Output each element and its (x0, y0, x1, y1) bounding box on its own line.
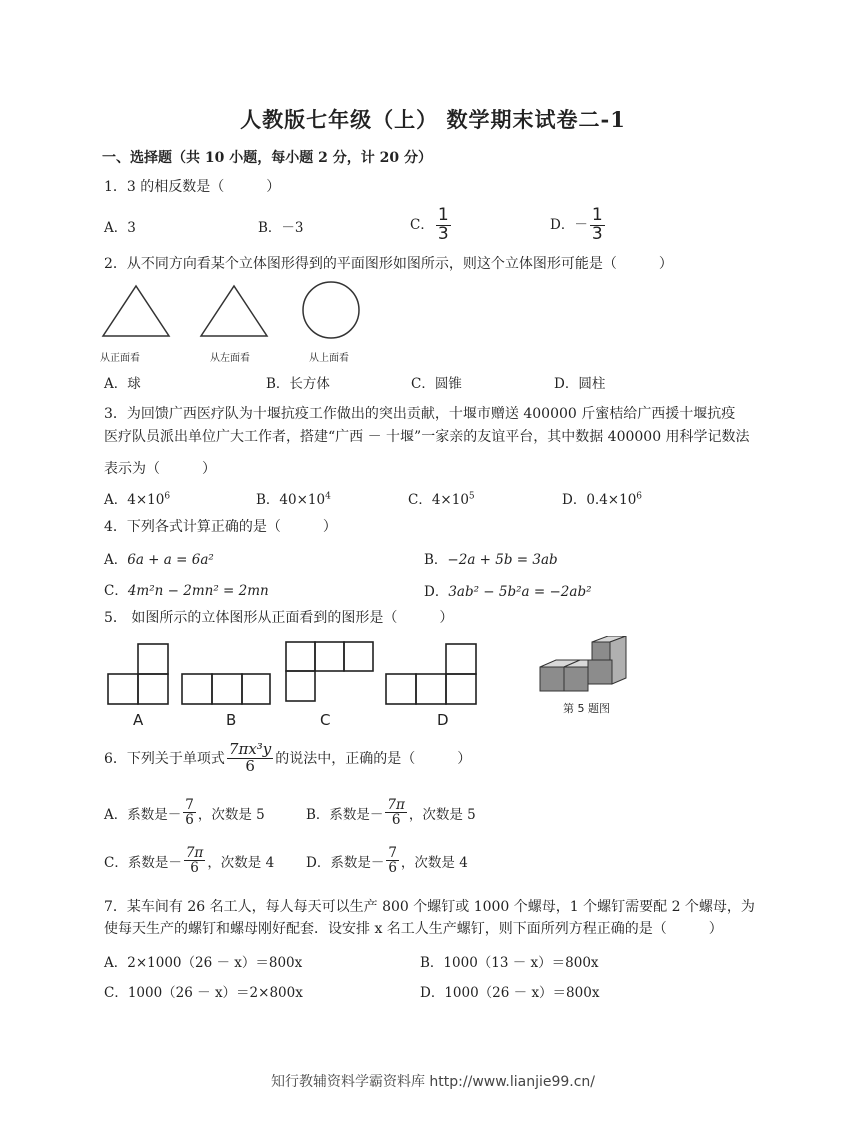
q1-option-a: A．3 (104, 220, 136, 236)
question-6-stem (104, 742, 471, 775)
fraction-numerator: 7 (185, 797, 194, 813)
question-3-line2: 医疗队员派出单位广大工作者，搭建“广西 － 十堰”一家亲的友谊平台，其中数据 400000 用科学记数法 (104, 429, 750, 445)
question-7-line1: 7．某车间有 26 名工人，每人每天可以生产 800 个螺钉或 1000 个螺母，1 个螺钉需要配 2 个螺母，为 (104, 899, 755, 915)
q3-option-b (256, 488, 331, 508)
q7-option-b: B．1000（13 － x）＝800x (420, 955, 599, 971)
front-view-label: 从正面看 (100, 353, 140, 364)
q6-c-post: ，次数是 4 (207, 854, 275, 871)
q7-option-d: D．1000（26 － x）＝800x (420, 985, 600, 1001)
question-1-stem: 1．3 的相反数是（ ） (104, 179, 281, 195)
fraction (183, 798, 196, 827)
monomial-fraction (227, 742, 273, 775)
q4-b-expr: −2a + 5b = 3ab (447, 552, 558, 568)
fraction-denominator: 6 (245, 756, 255, 775)
q2-option-b: B．长方体 (266, 376, 330, 392)
question-4-stem: 4．下列各式计算正确的是（ ） (104, 519, 337, 535)
q1-option-c (410, 207, 453, 244)
footer-watermark-link[interactable]: 知行教辅资料学霸资料库 http://www.lianjie99.cn/ (270, 1074, 596, 1090)
fraction-denominator: 6 (190, 860, 199, 877)
q6-b-pre: B．系数是－ (306, 806, 384, 823)
fraction-numerator: 1 (437, 205, 449, 225)
question-5-stem: 5． 如图所示的立体图形从正面看到的图形是（ ） (104, 610, 454, 626)
q1-c-prefix: C． (410, 216, 434, 233)
q6-option-b (306, 798, 476, 827)
fraction-denominator: 3 (437, 223, 449, 244)
fraction-numerator: 7π (185, 845, 204, 861)
q3-b-exp: 4 (325, 491, 331, 502)
q4-option-b (424, 548, 558, 568)
fraction-numerator: 7πx³y (228, 740, 272, 758)
q3-d-base: D．0.4×10 (562, 492, 637, 508)
q5-label-d: D (437, 711, 449, 729)
fraction-numerator: 7π (387, 797, 405, 813)
q6-a-post: ，次数是 5 (197, 806, 265, 823)
opt-d-cell (446, 644, 476, 674)
q6-d-pre: D．系数是－ (306, 854, 385, 871)
q6-option-c (104, 846, 274, 875)
q5-figure-caption: 第 5 题图 (563, 702, 610, 715)
left-view-triangle (201, 286, 267, 336)
q4-option-a (104, 548, 214, 568)
opt-a-cell (138, 674, 168, 704)
q2-option-c: C．圆锥 (411, 376, 462, 392)
q4-d-prefix: D． (424, 584, 449, 600)
q3-a-base: A．4×10 (104, 492, 165, 508)
fraction-numerator: 7 (388, 845, 397, 861)
q1-option-b: B．－3 (258, 220, 304, 236)
q5-label-a: A (133, 711, 144, 729)
q3-a-exp: 6 (164, 491, 171, 502)
question-7-line2: 使每天生产的螺钉和螺母刚好配套．设安排 x 名工人生产螺钉，则下面所列方程正确的是（ ） (104, 921, 723, 937)
top-view-circle (303, 282, 359, 338)
q4-d-expr: 3ab² − 5b²a = −2ab² (448, 584, 592, 600)
q6-b-post: ，次数是 5 (408, 806, 476, 823)
opt-c-cell (286, 671, 315, 701)
q2-option-d: D．圆柱 (554, 376, 606, 392)
q5-options-figure (100, 636, 640, 732)
top-view-label: 从上面看 (309, 353, 349, 364)
fraction-denominator: 6 (185, 812, 194, 829)
q6-stem-post: 的说法中，正确的是（ ） (275, 751, 472, 768)
fraction (386, 846, 399, 875)
opt-c-cell (286, 642, 315, 671)
fraction (590, 207, 605, 244)
q3-c-base: C．4×10 (408, 492, 469, 508)
q7-option-c: C．1000（26 － x）＝2×800x (104, 985, 303, 1001)
q2-views-figure (98, 280, 368, 342)
front-view-triangle (103, 286, 169, 336)
cube-front (564, 667, 588, 691)
q6-d-post: ，次数是 4 (400, 854, 468, 871)
q6-option-d (306, 846, 468, 875)
cube-side (610, 636, 626, 684)
question-2-stem: 2．从不同方向看某个立体图形得到的平面图形如图所示，则这个立体图形可能是（ ） (104, 256, 673, 272)
q6-option-a (104, 798, 265, 827)
opt-a-cell (108, 674, 138, 704)
fraction (436, 207, 451, 244)
section-heading: 一、选择题（共 10 小题，每小题 2 分，计 20 分） (102, 150, 432, 166)
left-view-label: 从左面看 (210, 353, 250, 364)
q6-c-pre: C．系数是－ (104, 854, 182, 871)
q4-a-prefix: A． (104, 552, 128, 568)
fraction-denominator: 3 (591, 223, 603, 244)
opt-d-cell (446, 674, 476, 704)
question-3-line1: 3．为回馈广西医疗队为十堰抗疫工作做出的突出贡献，十堰市赠送 400000 斤蜜桔给广西援十堰抗疫 (104, 406, 736, 422)
q6-a-pre: A．系数是－ (104, 806, 182, 823)
q7-option-a: A．2×1000（26 － x）＝800x (104, 955, 303, 971)
fraction (184, 846, 205, 875)
opt-c-cell (344, 642, 373, 671)
opt-a-cell (138, 644, 168, 674)
q3-c-exp: 5 (468, 491, 475, 502)
q4-a-expr: 6a + a = 6a² (127, 552, 214, 568)
q4-option-d (424, 580, 592, 600)
opt-c-cell (315, 642, 344, 671)
q3-b-base: B．40×10 (256, 492, 326, 508)
page-title: 人教版七年级（上） 数学期末试卷二-1 (240, 107, 626, 132)
opt-b-cell (242, 674, 270, 704)
q4-c-expr: 4m²n − 2mn² = 2mn (127, 583, 269, 599)
q4-b-prefix: B． (424, 552, 448, 568)
opt-d-cell (416, 674, 446, 704)
q3-option-d (562, 488, 642, 508)
q1-d-prefix: D．－ (550, 216, 588, 233)
fraction-numerator: 1 (591, 205, 603, 225)
q3-option-a (104, 488, 170, 508)
fraction-denominator: 6 (388, 860, 397, 877)
q5-label-b: B (226, 711, 237, 729)
cube-front (540, 667, 564, 691)
q2-option-a: A．球 (104, 376, 141, 392)
cube-front (592, 642, 610, 660)
q5-label-c: C (320, 711, 331, 729)
q3-option-c (408, 488, 475, 508)
q1-option-d (550, 207, 607, 244)
opt-d-cell (386, 674, 416, 704)
fraction (385, 798, 406, 827)
opt-b-cell (212, 674, 242, 704)
q3-d-exp: 6 (636, 491, 643, 502)
cube-front (588, 660, 612, 684)
fraction-denominator: 6 (391, 812, 401, 829)
q6-stem-pre: 6．下列关于单项式 (104, 751, 225, 768)
q4-c-prefix: C． (104, 583, 128, 599)
q4-option-c (104, 579, 269, 599)
question-3-line3: 表示为（ ） (104, 461, 216, 477)
opt-b-cell (182, 674, 212, 704)
